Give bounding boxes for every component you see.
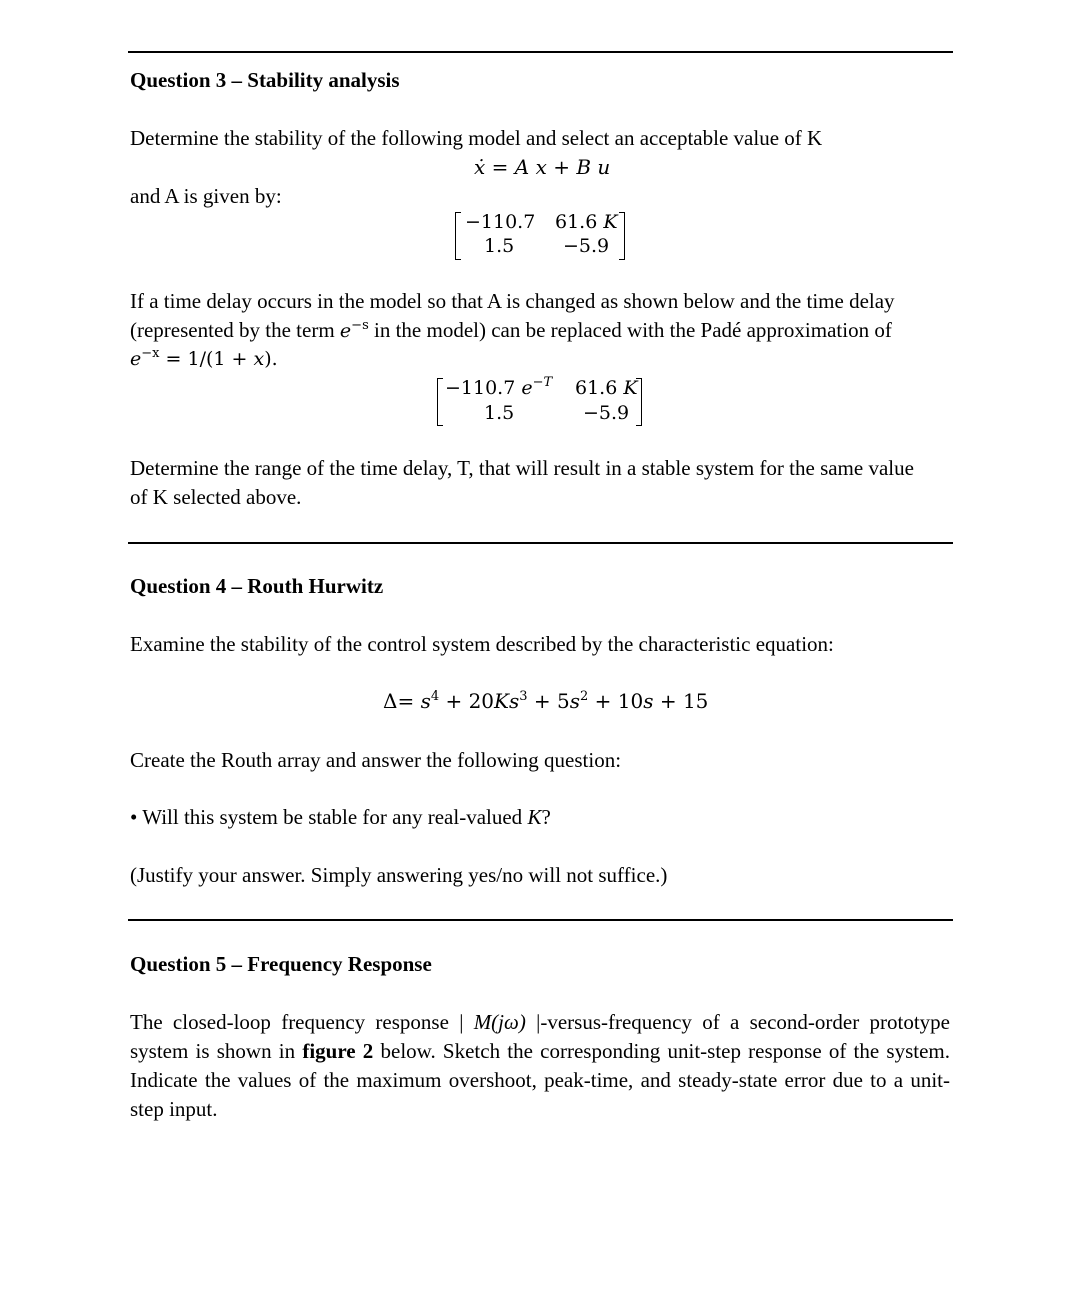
s4: s [420, 689, 431, 713]
bullet-text: • Will this system be stable for any real-valued [130, 805, 528, 829]
matrix-b-11 [445, 377, 552, 399]
q3-heading: Question 3 – Stability analysis [130, 68, 400, 92]
exp4: 4 [430, 689, 440, 704]
bracket-right [619, 212, 625, 260]
s3: s [508, 689, 520, 713]
k-symbol: K [494, 689, 509, 713]
delay-text-a: (represented by the term [130, 318, 340, 342]
k-symbol: K [623, 377, 638, 399]
k-symbol: K [603, 211, 618, 233]
matrix-b-21: 1.5 [484, 402, 515, 424]
state-equation [474, 155, 610, 179]
x-symbol: x [529, 155, 547, 179]
pade-exponent: −x [141, 346, 160, 361]
matrix-a-symbol: A [514, 155, 530, 179]
exp3: 3 [519, 689, 528, 704]
u-symbol: u [591, 155, 611, 179]
q4-justify: (Justify your answer. Simply answering yes/no will not suffice.) [130, 863, 668, 887]
delay-text-b: in the model) can be replaced with the Padé approximation of [368, 318, 892, 342]
bracket-left [455, 212, 461, 260]
s1: s [643, 689, 654, 713]
pade-rest: = 1/(1 + [159, 348, 254, 370]
matrix-a-delayed [437, 375, 642, 426]
q5-text-a: The closed-loop frequency response | [130, 1010, 474, 1034]
matrix-a-12 [555, 211, 618, 233]
q3-range-line2: of K selected above. [130, 485, 302, 509]
q3-range-line1: Determine the range of the time delay, T, that will result in a stable system for the same value [130, 456, 914, 480]
q3-delay-line2 [130, 316, 892, 348]
delta: Δ= [383, 689, 421, 713]
a11-value: −110.7 [445, 377, 522, 399]
coef20: + 20 [439, 689, 495, 713]
coef5: + 5 [527, 689, 570, 713]
q3-given: and A is given by: [130, 184, 282, 208]
q4-intro: Examine the stability of the control system described by the characteristic equation: [130, 632, 834, 656]
eq-sign: = [485, 155, 515, 179]
matrix-a-11: −110.7 [465, 211, 536, 233]
q4-heading: Question 4 – Routh Hurwitz [130, 574, 384, 598]
delay-e: e [339, 320, 352, 342]
s2: s [569, 689, 580, 713]
divider-top [128, 51, 953, 53]
coef10: + 10 [588, 689, 644, 713]
q5-text-b: |-versus-frequency of a second-order prototype system is shown in [130, 1010, 950, 1063]
matrix-b-12 [575, 377, 638, 399]
q5-heading: Question 5 – Frequency Response [130, 952, 432, 976]
pade-end: ). [264, 348, 278, 370]
a11-e: e [521, 377, 533, 399]
divider-q4-q5 [128, 919, 953, 921]
a12-value: 61.6 [555, 211, 604, 233]
exp2: 2 [580, 689, 589, 704]
const15: + 15 [653, 689, 709, 713]
matrix-b-symbol: B [576, 155, 592, 179]
k-symbol: K [527, 805, 542, 829]
q4-bullet [130, 803, 551, 832]
q5-paragraph [130, 1008, 950, 1124]
q4-routh-prompt: Create the Routh array and answer the following question: [130, 748, 622, 772]
plus-sign: + [546, 155, 577, 179]
a12-value: 61.6 [575, 377, 624, 399]
q3-pade [130, 345, 278, 376]
a11-exponent: −T [532, 375, 553, 390]
q3-intro: Determine the stability of the following model and select an acceptable value of K [130, 126, 823, 150]
xdot: ẋ [474, 155, 486, 179]
matrix-b-22: −5.9 [583, 402, 630, 424]
characteristic-equation [383, 689, 708, 713]
delay-exponent: −s [351, 318, 369, 333]
divider-q3-q4 [128, 542, 953, 544]
pade-x: x [253, 348, 265, 370]
q3-delay-line1: If a time delay occurs in the model so that A is changed as shown below and the time delay [130, 289, 895, 313]
pade-e: e [130, 348, 142, 370]
matrix-a [455, 212, 625, 260]
matrix-a-21: 1.5 [484, 235, 515, 257]
question-mark: ? [541, 805, 551, 829]
bracket-left [437, 378, 443, 426]
m-jw: M(jω) [473, 1010, 526, 1034]
figure-ref: figure 2 [302, 1039, 374, 1063]
q5-text-c: below. Sketch the corresponding unit-step response of the system. Indicate the values of the maximum overshoot, peak-time, and steady-state error due to a unit-step input. [130, 1039, 950, 1121]
matrix-a-22: −5.9 [563, 235, 610, 257]
